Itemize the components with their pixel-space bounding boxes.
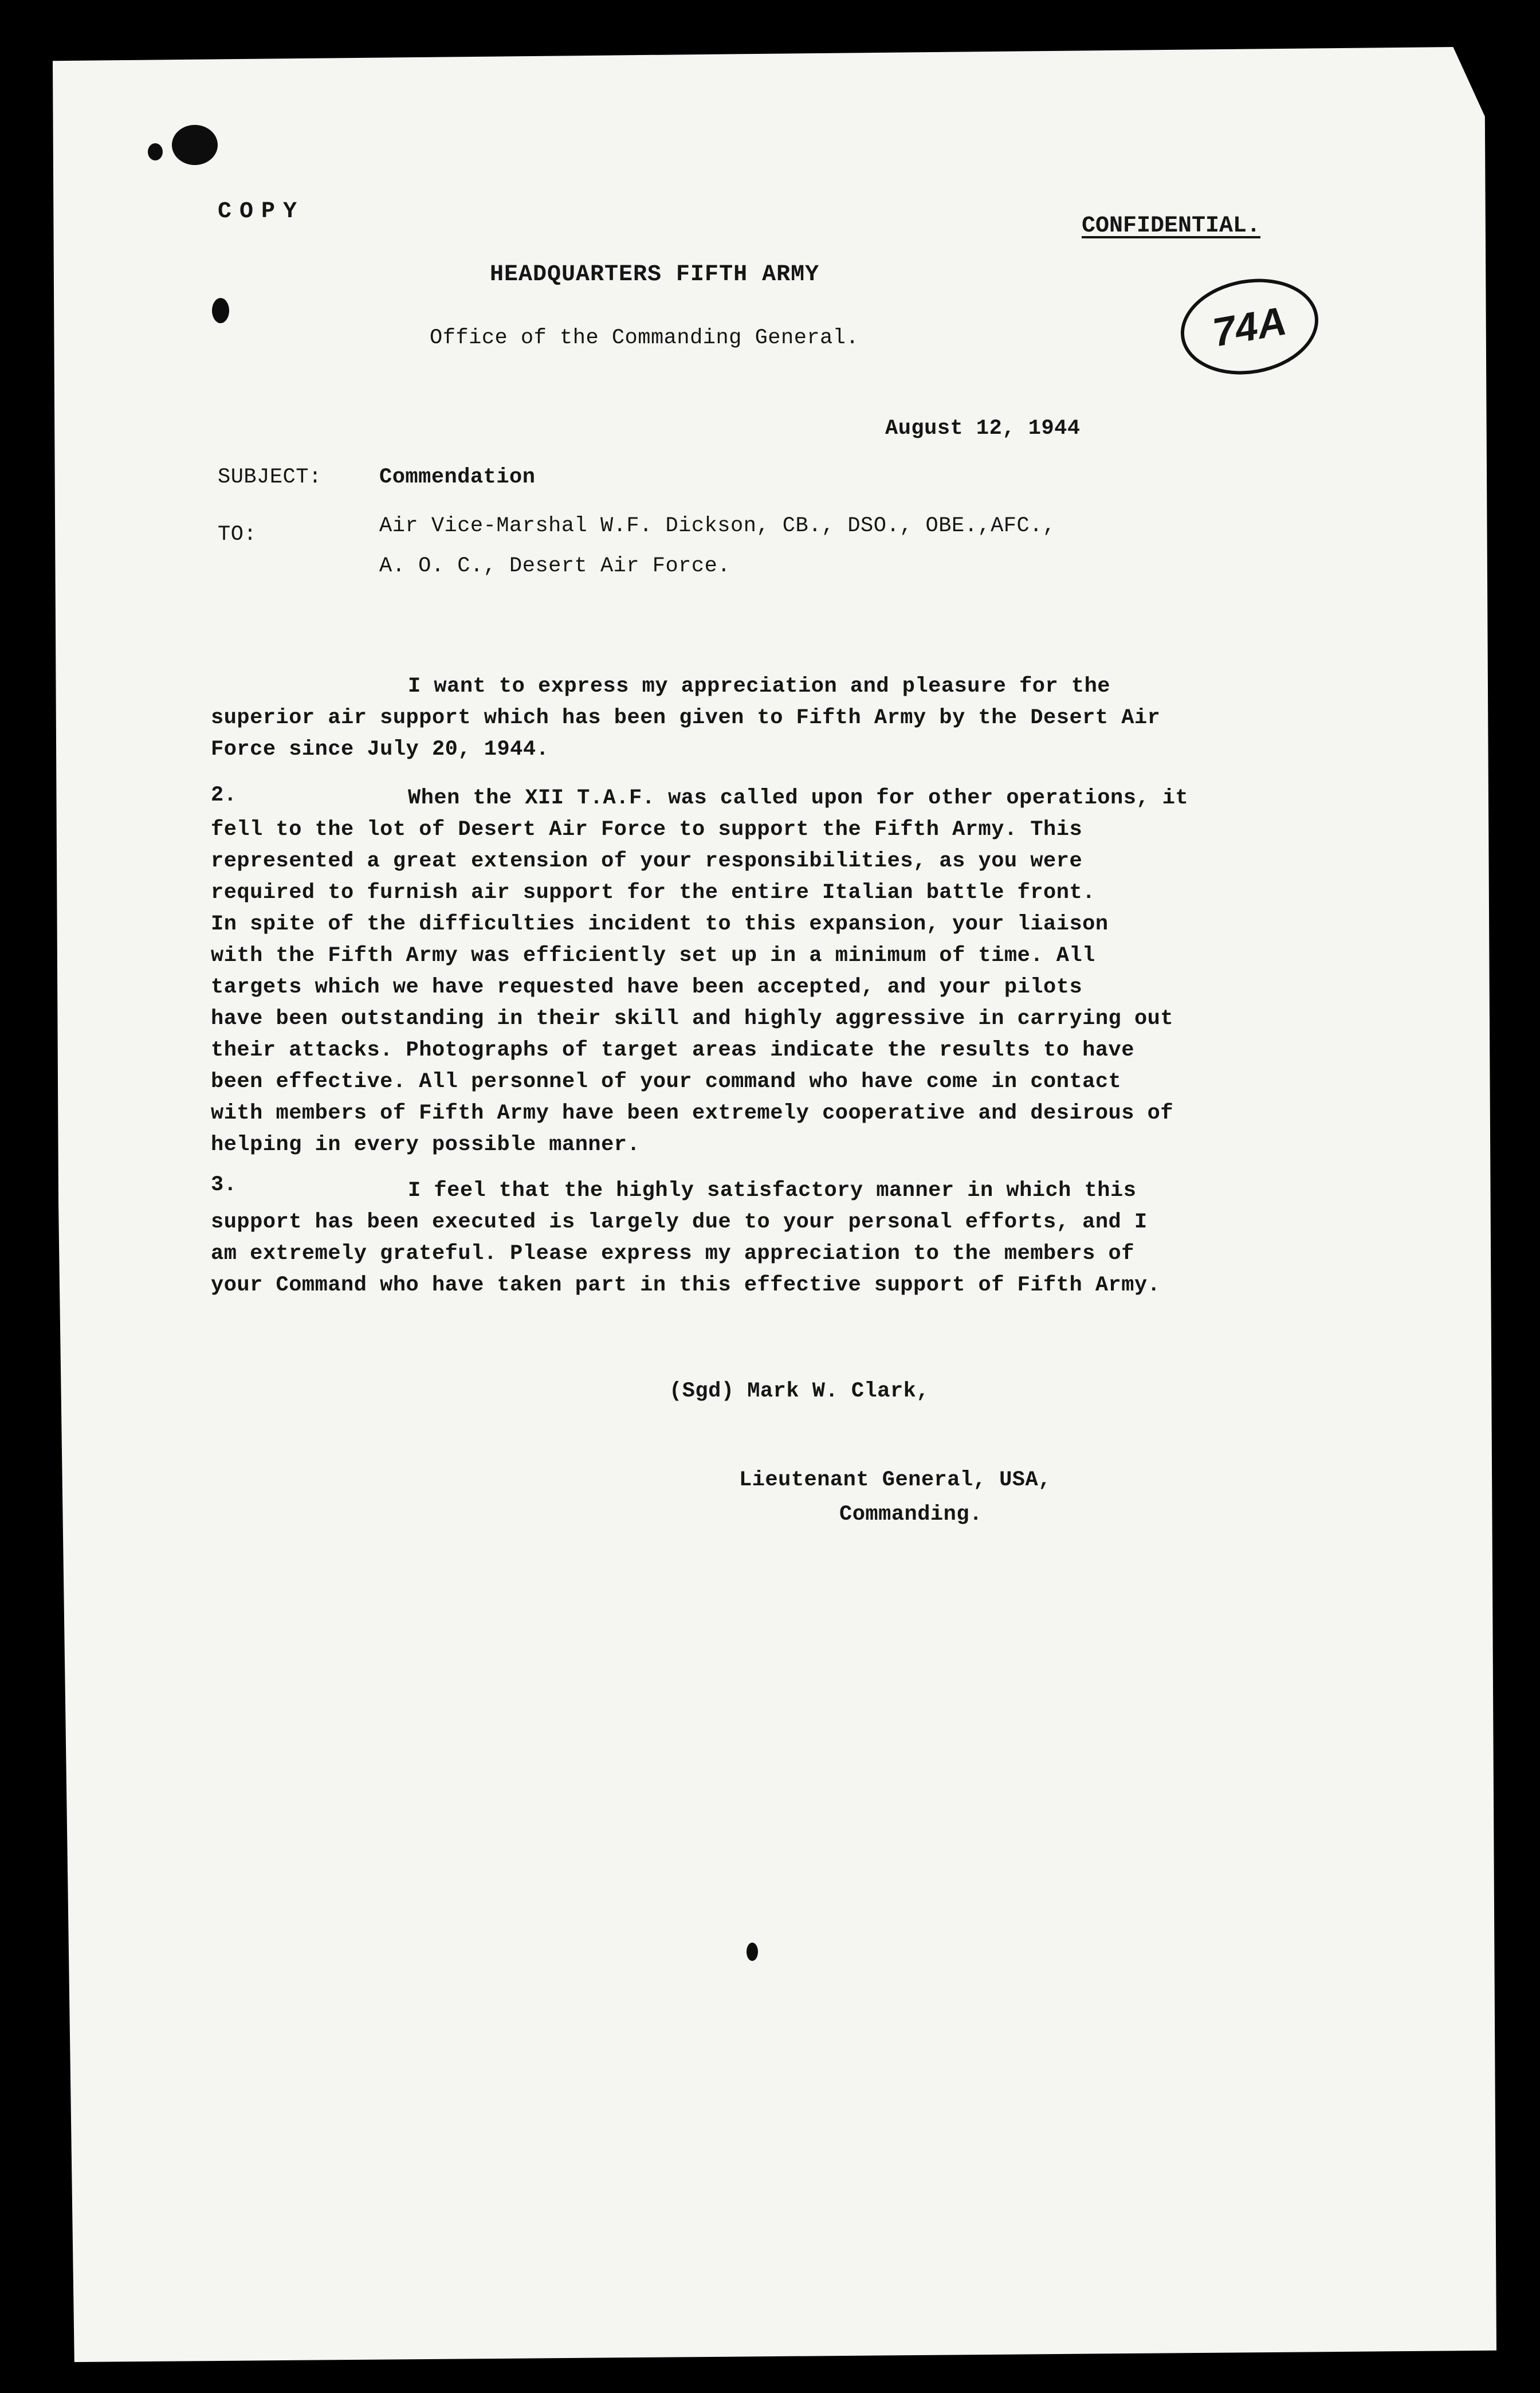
paragraph-1-line: superior air support which has been given to Fifth Army by the Desert Air xyxy=(211,706,1161,730)
paragraph-2-line: been effective. All personnel of your command who have come in contact xyxy=(211,1070,1122,1094)
paragraph-2-line: required to furnish air support for the entire Italian battle front. xyxy=(211,881,1095,905)
document-page xyxy=(53,47,1496,2362)
punch-mark-left xyxy=(212,298,229,323)
signature-rank: Lieutenant General, USA, xyxy=(739,1468,1051,1492)
paragraph-2-line: helping in every possible manner. xyxy=(211,1133,641,1157)
classification-label: CONFIDENTIAL. xyxy=(1082,213,1261,239)
paragraph-2-line: targets which we have requested have been accepted, and your pilots xyxy=(211,975,1083,999)
paragraph-2-line: fell to the lot of Desert Air Force to support the Fifth Army. This xyxy=(211,818,1083,842)
paragraph-2-line: with the Fifth Army was efficiently set up in a minimum of time. All xyxy=(211,944,1095,968)
paragraph-1-line: I want to express my appreciation and pleasure for the xyxy=(408,674,1110,699)
paragraph-3-line: I feel that the highly satisfactory manner in which this xyxy=(408,1179,1137,1203)
to-label: TO: xyxy=(218,523,257,547)
punch-mark-bottom xyxy=(747,1943,758,1961)
paragraph-3-line: support has been executed is largely due to your personal efforts, and I xyxy=(211,1210,1148,1234)
ink-blot-top-left xyxy=(172,125,218,165)
paragraph-2-line: In spite of the difficulties incident to this expansion, your liaison xyxy=(211,912,1109,936)
paragraph-3-number: 3. xyxy=(211,1173,237,1197)
paragraph-1-line: Force since July 20, 1944. xyxy=(211,737,549,762)
copy-label: COPY xyxy=(218,199,305,225)
ink-blot-top-left-small xyxy=(148,143,163,160)
subject-label: SUBJECT: xyxy=(218,465,322,489)
file-stamp: 74A xyxy=(1173,268,1326,385)
paragraph-2-line: have been outstanding in their skill and highly aggressive in carrying out xyxy=(211,1007,1174,1031)
organization-title: HEADQUARTERS FIFTH ARMY xyxy=(490,262,820,288)
office-title: Office of the Commanding General. xyxy=(430,326,859,350)
signature-role: Commanding. xyxy=(839,1503,983,1527)
paragraph-3-line: your Command who have taken part in this effective support of Fifth Army. xyxy=(211,1273,1161,1297)
signature-name: (Sgd) Mark W. Clark, xyxy=(669,1379,930,1403)
paragraph-2-number: 2. xyxy=(211,783,237,807)
paragraph-3-line: am extremely grateful. Please express my appreciation to the members of xyxy=(211,1242,1134,1266)
subject-value: Commendation xyxy=(379,465,536,489)
paragraph-2-line: with members of Fifth Army have been extremely cooperative and desirous of xyxy=(211,1101,1174,1125)
paragraph-2-line: represented a great extension of your responsibilities, as you were xyxy=(211,849,1083,873)
paragraph-2-line: their attacks. Photographs of target areas indicate the results to have xyxy=(211,1038,1134,1062)
addressee-line-2: A. O. C., Desert Air Force. xyxy=(379,554,730,578)
paragraph-2-line: When the XII T.A.F. was called upon for other operations, it xyxy=(408,786,1189,810)
document-date: August 12, 1944 xyxy=(885,417,1081,441)
addressee-line-1: Air Vice-Marshal W.F. Dickson, CB., DSO., OBE.,AFC., xyxy=(379,514,1056,538)
